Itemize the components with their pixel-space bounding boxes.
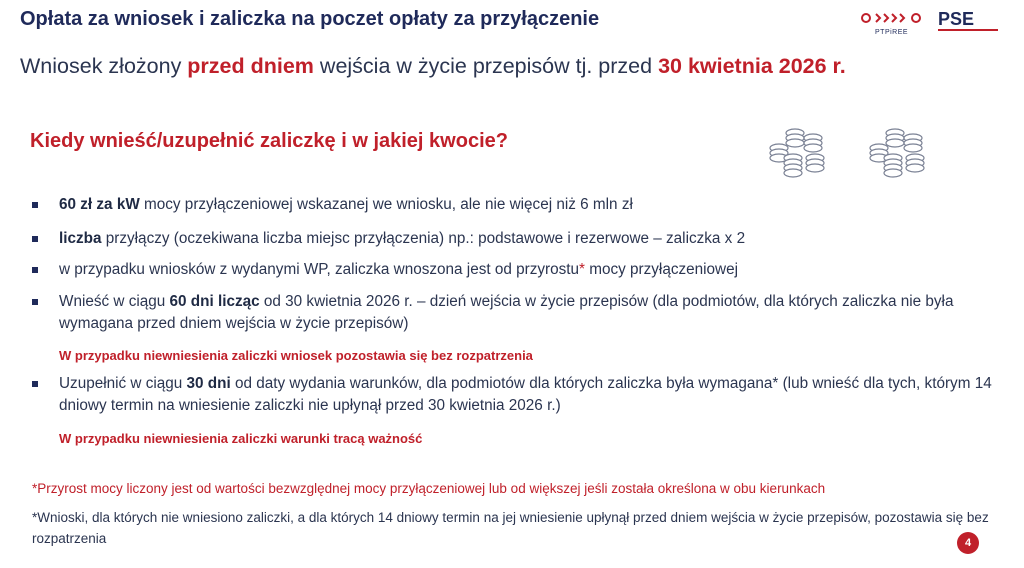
bullet-item: liczba przyłączy (oczekiwana liczba miejsc przyłączenia) np.: podstawowe i rezerwowe – zaliczka x 2 <box>32 228 745 250</box>
slide-title: Opłata za wniosek i zaliczka na poczet opłaty za przyłączenie <box>20 8 600 30</box>
footnote: *Przyrost mocy liczony jest od wartości bezwzględnej mocy przyłączeniowej lub od większej jeśli została określona w obu kierunkach <box>32 481 826 496</box>
bullet-item: w przypadku wniosków z wydanymi WP, zaliczka wnoszona jest od przyrostu* mocy przyłączeniowej <box>32 259 738 281</box>
warning-text: W przypadku niewniesienia zaliczki wniosek pozostawia się bez rozpatrzenia <box>59 348 533 363</box>
coins-illustration <box>765 118 945 188</box>
footnote: *Wnioski, dla których nie wniesiono zaliczki, a dla których 14 dniowy termin na jej wniesienie upłynął przed dniem wejścia w życie przepisów, pozostawia się bez rozpatrzenia <box>32 510 989 546</box>
logo-subtext: PTPiREE <box>875 29 909 36</box>
pse-logo <box>860 8 1010 44</box>
coins-icon <box>770 129 824 177</box>
bullet-item: Wnieść w ciągu 60 dni licząc od 30 kwietnia 2026 r. – dzień wejścia w życie przepisów (dla podmiotów, dla których zaliczka nie była wymagana przed dniem wejścia w życie przepisów) <box>32 291 1007 335</box>
subtitle: Wniosek złożony przed dniem wejścia w życie przepisów tj. przed 30 kwietnia 2026 r. <box>20 54 846 78</box>
page-number: 4 <box>957 532 979 554</box>
bullet-item: Uzupełnić w ciągu 30 dni od daty wydania warunków, dla podmiotów dla których zaliczka była wymagana* (lub wnieść dla tych, którym 14 dniowy termin na wniesienie zaliczki nie upłynął przed 30 kwietnia 2026 r.) <box>32 373 1007 417</box>
bullet-marker <box>32 299 38 305</box>
logo-text: PSE <box>938 9 975 29</box>
bullet-marker <box>32 202 38 208</box>
bullet-item: 60 zł za kW mocy przyłączeniowej wskazanej we wniosku, ale nie więcej niż 6 mln zł <box>32 194 633 216</box>
warning-text: W przypadku niewniesienia zaliczki warunki tracą ważność <box>59 431 423 446</box>
bullet-marker <box>32 381 38 387</box>
coins-icon <box>870 129 924 177</box>
bullet-marker <box>32 236 38 242</box>
bullet-marker <box>32 267 38 273</box>
section-heading: Kiedy wnieść/uzupełnić zaliczkę i w jakiej kwocie? <box>30 130 508 152</box>
